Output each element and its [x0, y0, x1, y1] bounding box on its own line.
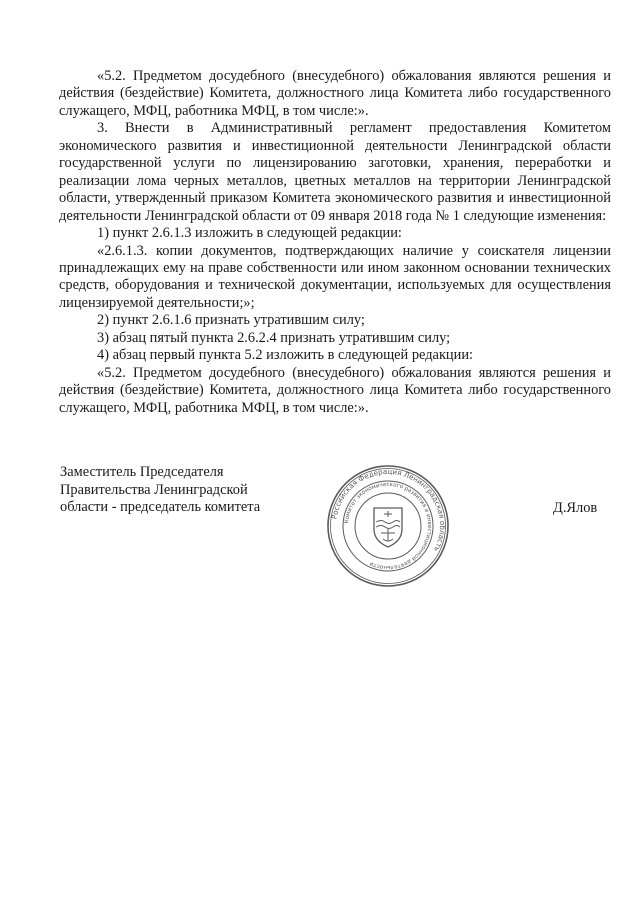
signer-name: Д.Ялов: [553, 500, 598, 516]
paragraph-item-3: 3. Внести в Административный регламент предоставления Комитетом экономического развития и инвестиционной деятельности Ленинградской области государственной услуги по лицензированию заготовки, хранения, переработки и реализации лома черных металлов, цветных металлов на территории Ленинградской области, утвержденный приказом Комитета экономического развития и инвестиционной деятельности Ленинградской области от 09 января 2018 года № 1 следующие изменения:: [59, 120, 611, 224]
paragraph-quote-5-2-second: «5.2. Предметом досудебного (внесудебного) обжалования являются решения и действия (бездействие) Комитета, должностного лица Комитета либо государственного служащего, МФЦ, работника МФЦ, в том числе:».: [59, 364, 611, 416]
signature-title-line: области - председатель комитета: [60, 499, 261, 516]
paragraph-quote-5-2-first: «5.2. Предметом досудебного (внесудебного) обжалования являются решения и действия (бездействие) Комитета, должностного лица Комитета либо государственного служащего, МФЦ, работника МФЦ, в том числе:».: [59, 68, 611, 119]
official-seal-stamp: [325, 463, 451, 589]
document-body: [59, 68, 611, 417]
signature-title: [60, 464, 300, 517]
paragraph-subitem-2: 2) пункт 2.6.1.6 признать утратившим силу;: [97, 312, 365, 329]
paragraph-subitem-1: 1) пункт 2.6.1.3 изложить в следующей редакции:: [97, 225, 402, 242]
signature-title-line: Заместитель Председателя: [60, 464, 224, 480]
svg-text:Комитет экономического развити: Комитет экономического развития и инвестиционной деятельности: [344, 481, 433, 571]
paragraph-subitem-4: 4) абзац первый пункта 5.2 изложить в следующей редакции:: [97, 347, 474, 364]
paragraph-subitem-3: 3) абзац пятый пункта 2.6.2.4 признать утратившим силу;: [97, 329, 451, 346]
paragraph-quote-2-6-1-3: «2.6.1.3. копии документов, подтверждающих наличие у соискателя лицензии принадлежащих ему на праве собственности или ином законном основании технических средств, оборудования и технической документации, используемых для осуществления лицензируемой деятельности;»;: [59, 242, 611, 311]
svg-text:Российская Федерация Ленинград: Российская Федерация Ленинградская область: [329, 466, 448, 554]
signature-title-line: Правительства Ленинградской: [60, 481, 248, 498]
